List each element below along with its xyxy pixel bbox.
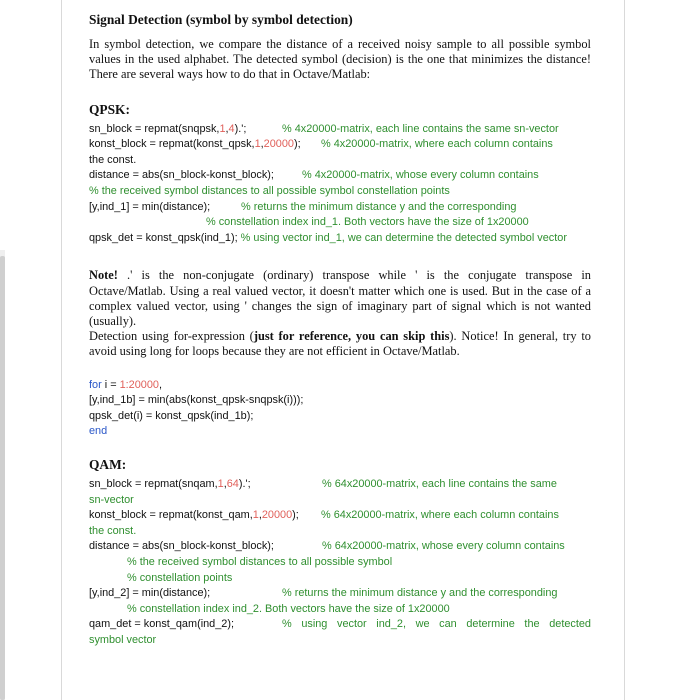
qpsk-comment-1: % 4x20000-matrix, each line contains the same sn-vector (282, 122, 559, 135)
for-loop-code: for i = 1:20000, [y,ind_1b] = min(abs(konst_qpsk-snqpsk(i))); qpsk_det(i) = konst_qpsk(ind_1b); end (89, 378, 304, 438)
qpsk-heading: QPSK: (89, 101, 130, 117)
qam-line-3: distance = abs(sn_block-konst_block); % 64x20000-matrix, whose every column contains (89, 540, 565, 553)
qpsk-line-3: distance = abs(sn_block-konst_block); % 4x20000-matrix, whose every column contains (89, 169, 539, 182)
intro-paragraph: In symbol detection, we compare the distance of a received noisy sample to all possible symbol values in the used alphabet. The detected symbol (decision) is the one that minimizes the distance! There are several ways how to do that in Octave/Matlab: (89, 37, 591, 82)
document-page (89, 12, 591, 648)
page-right-border (624, 0, 625, 700)
document-title: Signal Detection (symbol by symbol detection) (89, 12, 353, 27)
note-label: Note! (89, 268, 118, 283)
scrollbar-thumb[interactable] (0, 256, 5, 700)
page-left-border (61, 0, 62, 700)
qam-line-4: [y,ind_2] = min(distance); % returns the minimum distance y and the corresponding (89, 587, 558, 600)
qam-line-5: qam_det = konst_qam(ind_2); % using vector ind_2, we can determine the detected (89, 618, 591, 631)
qpsk-code-block: sn_block = repmat(snqpsk,1,4).'; % 4x20000-matrix, each line contains the same sn-vector konst_block = repmat(konst_qpsk,1,20000); % 4x20000-matrix, where each column contains the const. distance = abs(sn_block-konst_block); % 4x20000-matrix, whose every column contains % the received symbol distances to all possible symbol constellation points [y,ind_1] = min(distance); % returns the minimum distance y and the corresponding % constellation index ind_1. Both vectors have the size of 1x20000 qpsk_det = konst_qpsk(ind_1); % using vector ind_1, we can determine the detected symbol vector (89, 122, 591, 247)
qam-code-block: sn_block = repmat(snqam,1,64).'; % 64x20000-matrix, each line contains the same sn-vector konst_block = repmat(konst_qam,1,20000); % 64x20000-matrix, where each column contains the const. distance = abs(sn_block-konst_block); % 64x20000-matrix, whose every column contains % the received symbol distances to all possible symbol % constellation points [y,ind_2] = min(distance); % returns the minimum distance y and the corresponding % constellation index ind_2. Both vectors have the size of 1x20000 qam_det = konst_qam(ind_2); % using vector ind_2, we can determine the detected symbol vector (89, 477, 591, 646)
qam-line-1: sn_block = repmat(snqam,1,64).'; % 64x20000-matrix, each line contains the same (89, 477, 557, 490)
note-paragraph: Note! .' is the non-conjugate (ordinary) transpose while ' is the conjugate transpose in Octave/Matlab. Using a real valued vector, it doesn't matter which one is used. But in the case of a complex valued vector, using ' changes the sign of imaginary part of signal which is not wanted (usually). (89, 268, 591, 328)
qpsk-line-4: [y,ind_1] = min(distance); % returns the minimum distance y and the corresponding (89, 200, 517, 213)
qam-line-2: konst_block = repmat(konst_qam,1,20000); % 64x20000-matrix, where each column contains (89, 509, 559, 522)
qpsk-line-5: qpsk_det = konst_qpsk(ind_1); % using vector ind_1, we can determine the detected symbol vector (89, 231, 567, 244)
qpsk-line-2: konst_block = repmat(konst_qpsk,1,20000); % 4x20000-matrix, where each column contains (89, 138, 553, 151)
for-loop-paragraph: Detection using for-expression (just for reference, you can skip this). Notice! In general, try to avoid using long for loops because they are not efficient in Octave/Matlab. (89, 329, 591, 359)
qpsk-line-1: sn_block = repmat(snqpsk,1,4).'; % 4x20000-matrix, each line contains the same sn-vector (89, 122, 591, 138)
qam-heading: QAM: (89, 456, 127, 472)
